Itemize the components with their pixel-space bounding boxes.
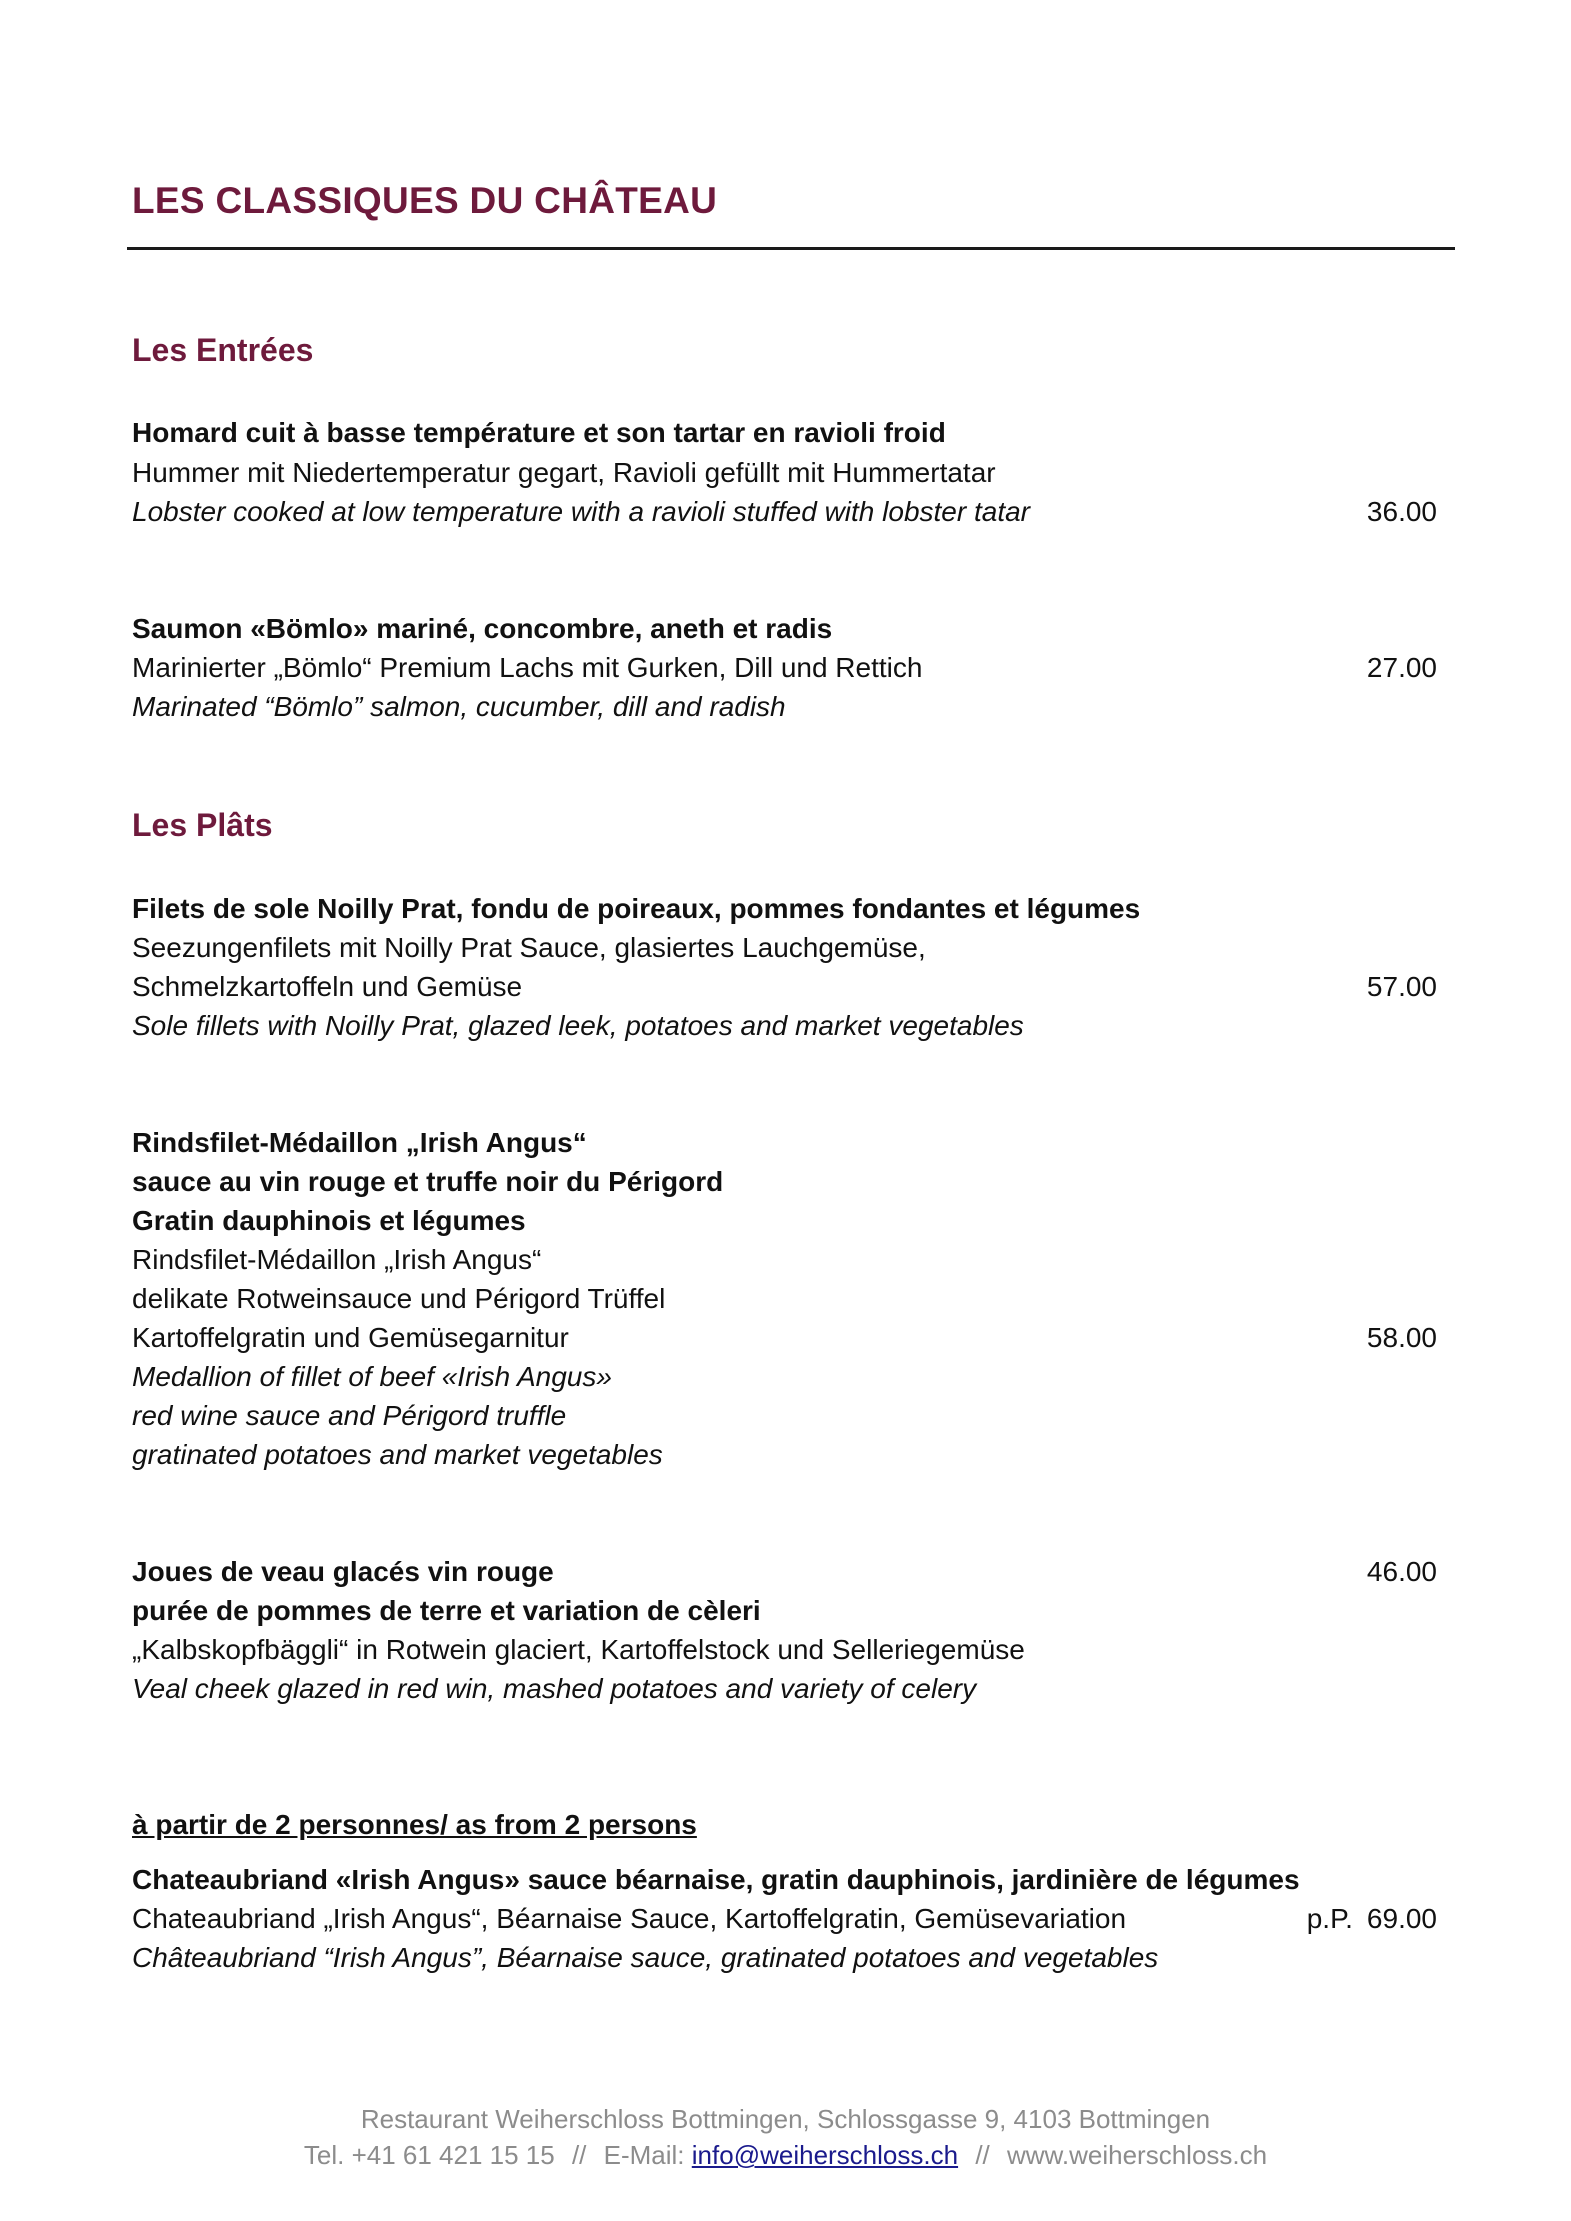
footer-separator: // xyxy=(975,2140,990,2170)
dish-name-fr: Homard cuit à basse température et son tartar en ravioli froid xyxy=(132,417,946,448)
dish-name-fr: Saumon «Bömlo» mariné, concombre, aneth et radis xyxy=(132,613,833,644)
dish-name-en: gratinated potatoes and market vegetables xyxy=(132,1439,663,1470)
dish-name-en: Lobster cooked at low temperature with a ravioli stuffed with lobster tatar xyxy=(132,496,1030,527)
dish-name-fr: sauce au vin rouge et truffe noir du Périgord xyxy=(132,1166,724,1197)
dish-name-de: Kartoffelgratin und Gemüsegarnitur xyxy=(132,1322,569,1353)
dish-name-de: Seezungenfilets mit Noilly Prat Sauce, glasiertes Lauchgemüse, xyxy=(132,932,926,963)
dish-name-en: Marinated “Bömlo” salmon, cucumber, dill and radish xyxy=(132,691,786,722)
dish-name-de: Rindsfilet-Médaillon „Irish Angus“ xyxy=(132,1244,542,1275)
dish-name-de: Marinierter „Bömlo“ Premium Lachs mit Gurken, Dill und Rettich xyxy=(132,652,923,683)
footer-tel: Tel. +41 61 421 15 15 xyxy=(303,2140,555,2170)
footer-email-link[interactable]: info@weiherschloss.ch xyxy=(691,2140,959,2170)
dish-name-en: Sole fillets with Noilly Prat, glazed leek, potatoes and market vegetables xyxy=(132,1010,1024,1041)
title-rule xyxy=(127,247,1455,250)
page-title: LES CLASSIQUES DU CHÂTEAU xyxy=(132,180,718,221)
dish-name-fr: Rindsfilet-Médaillon „Irish Angus“ xyxy=(132,1127,587,1158)
dish-name-de: Hummer mit Niedertemperatur gegart, Ravioli gefüllt mit Hummertatar xyxy=(132,457,996,488)
dish-name-de: „Kalbskopfbäggli“ in Rotwein glaciert, Kartoffelstock und Selleriegemüse xyxy=(132,1634,1025,1665)
footer-contact xyxy=(0,2137,1571,2173)
dish-name-en: Châteaubriand “Irish Angus”, Béarnaise sauce, gratinated potatoes and vegetables xyxy=(132,1942,1159,1973)
dish-name-de: Chateaubriand „Irish Angus“, Béarnaise Sauce, Kartoffelgratin, Gemüsevariation xyxy=(132,1903,1127,1934)
dish-price xyxy=(1307,1899,1437,1939)
dish-price: 36.00 xyxy=(1366,496,1437,527)
footer-separator: // xyxy=(571,2140,587,2170)
dish-name-fr: purée de pommes de terre et variation de cèleri xyxy=(132,1595,761,1626)
dish-name-fr: Chateaubriand «Irish Angus» sauce béarnaise, gratin dauphinois, jardinière de légumes xyxy=(132,1864,1300,1895)
section-heading-plats: Les Plâts xyxy=(132,807,273,843)
dish-price: 58.00 xyxy=(1366,1322,1437,1353)
section-heading-entrees: Les Entrées xyxy=(132,332,314,368)
footer-email-label: E-Mail: xyxy=(603,2140,685,2170)
dish-name-fr: Gratin dauphinois et légumes xyxy=(132,1205,526,1236)
footer-website[interactable]: www.weiherschloss.ch xyxy=(1007,2140,1268,2170)
dish-name-en: Medallion of fillet of beef «Irish Angus» xyxy=(132,1361,612,1392)
dish-name-de: delikate Rotweinsauce und Périgord Trüffel xyxy=(132,1283,666,1314)
dish-price: 27.00 xyxy=(1366,652,1437,683)
per-person-label: p.P. xyxy=(1306,1903,1353,1934)
footer-address: Restaurant Weiherschloss Bottmingen, Schlossgasse 9, 4103 Bottmingen xyxy=(360,2104,1211,2134)
dish-name-en: Veal cheek glazed in red win, mashed potatoes and variety of celery xyxy=(132,1673,977,1704)
price-value: 69.00 xyxy=(1366,1903,1437,1934)
dish-name-fr: Joues de veau glacés vin rouge xyxy=(132,1556,554,1587)
for-two-subheading: à partir de 2 personnes/ as from 2 persons xyxy=(132,1809,697,1840)
dish-price: 46.00 xyxy=(1366,1556,1437,1587)
dish-price: 57.00 xyxy=(1366,971,1437,1002)
dish-name-en: red wine sauce and Périgord truffle xyxy=(132,1400,567,1431)
dish-name-fr: Filets de sole Noilly Prat, fondu de poireaux, pommes fondantes et légumes xyxy=(132,893,1141,924)
dish-name-de: Schmelzkartoffeln und Gemüse xyxy=(132,971,523,1002)
